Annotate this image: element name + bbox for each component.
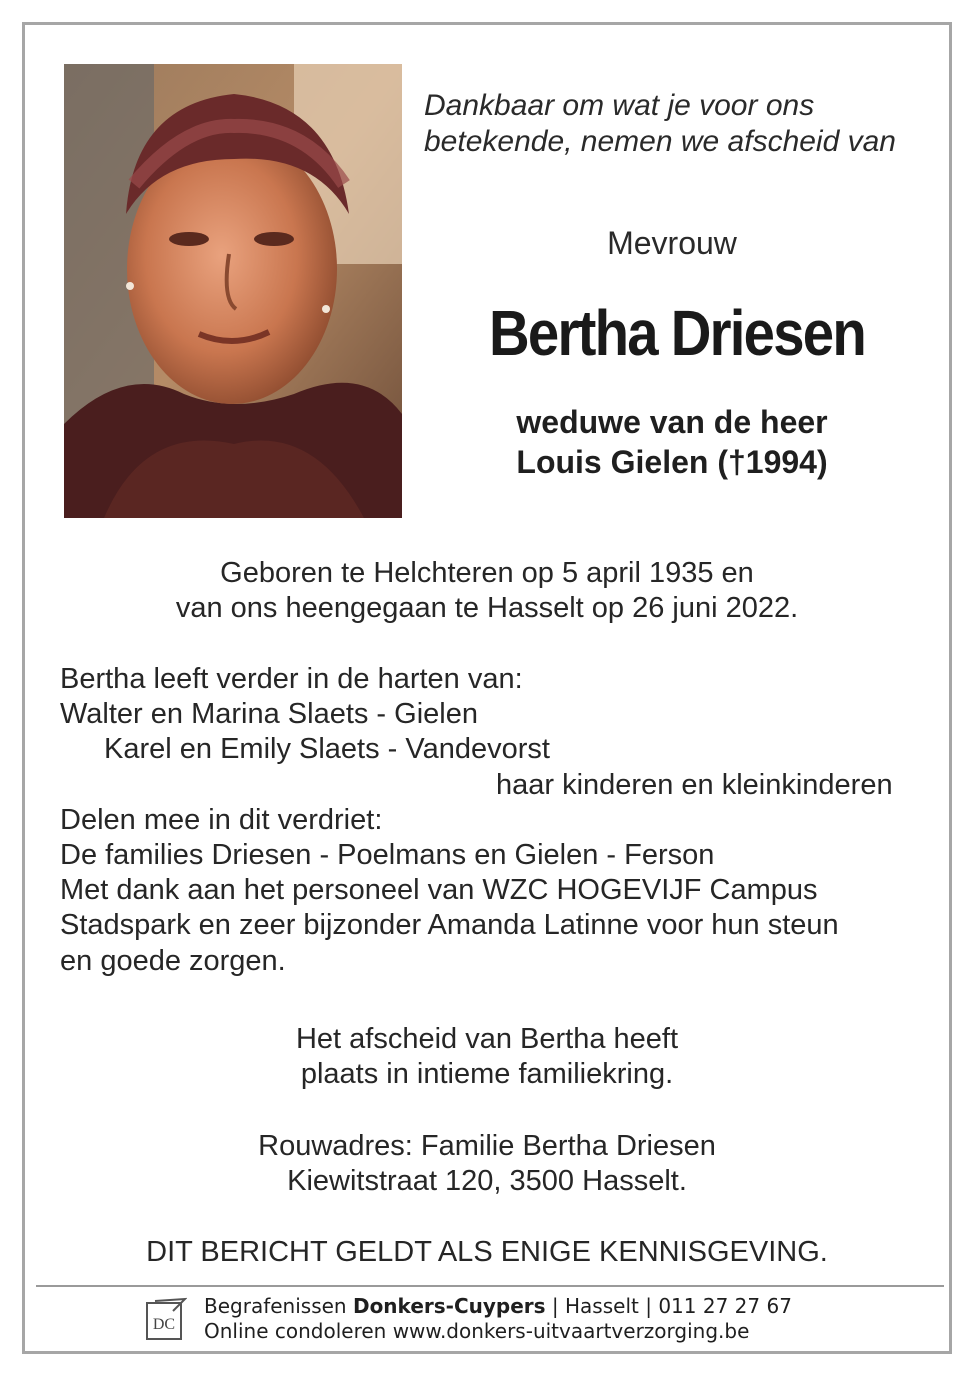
portrait-illustration (64, 64, 402, 518)
dates-line-2: van ons heengegaan te Hasselt op 26 juni 2022. (175, 592, 799, 624)
footer-prefix: Begrafenissen (204, 1294, 347, 1318)
online-label: Online condoleren (204, 1319, 387, 1343)
company-city: Hasselt (565, 1294, 639, 1318)
family-section (60, 662, 930, 979)
widow-of (402, 402, 942, 482)
intro-line-1: Dankbaar om wat je voor ons (424, 89, 815, 122)
footer-info (204, 1294, 792, 1344)
company-name: Donkers-Cuypers (352, 1294, 546, 1318)
intro-line-2: betekende, nemen we afscheid van (424, 125, 896, 158)
widow-line-1: weduwe van de heer (516, 404, 828, 440)
footer-line-2 (204, 1319, 792, 1344)
farewell-text (22, 1022, 952, 1092)
farewell-line-1: Het afscheid van Bertha heeft (295, 1023, 679, 1055)
footer-divider (36, 1285, 944, 1287)
address-line-2: Kiewitstraat 120, 3500 Hasselt. (287, 1165, 687, 1197)
dates-line-1: Geboren te Helchteren op 5 april 1935 en (220, 557, 754, 589)
mourning-address (22, 1129, 952, 1199)
grandchildren-names: Karel en Emily Slaets - Vandevorst (104, 733, 550, 766)
relation-label: haar kinderen en kleinkinderen (496, 768, 893, 801)
thanks-line-3: en goede zorgen. (60, 944, 286, 977)
footer-line-1: Begrafenissen Donkers-Cuypers | Hasselt | 011 27 27 67 (204, 1294, 792, 1318)
children-names: Walter en Marina Slaets - Gielen (60, 698, 478, 731)
funeral-home-logo (145, 1297, 187, 1343)
deceased-name: Bertha Driesen (488, 297, 866, 369)
widow-line-2: Louis Gielen (†1994) (516, 444, 828, 480)
farewell-line-2: plaats in intieme familiekring. (300, 1058, 674, 1090)
share-heading: Delen mee in dit verdriet: (60, 803, 383, 836)
notice-text: DIT BERICHT GELDT ALS ENIGE KENNISGEVING. (146, 1236, 828, 1268)
intro-text (424, 88, 944, 160)
family-heading: Bertha leeft verder in de harten van: (60, 663, 523, 695)
address-line-1: Rouwadres: Familie Bertha Driesen (258, 1130, 716, 1162)
logo-monogram: DC (152, 1316, 176, 1333)
families-names: De families Driesen - Poelmans en Gielen - Ferson (60, 839, 715, 872)
thanks-line-1: Met dank aan het personeel van WZC HOGEVIJF Campus (60, 874, 818, 907)
honorific: Mevrouw (607, 225, 737, 261)
portrait-photo (64, 64, 402, 518)
thanks-line-2: Stadspark en zeer bijzonder Amanda Latinne voor hun steun (60, 909, 839, 942)
birth-death-dates (22, 556, 952, 626)
company-phone[interactable]: 011 27 27 67 (658, 1294, 792, 1318)
website-link[interactable]: www.donkers-uitvaartverzorging.be (392, 1319, 750, 1343)
